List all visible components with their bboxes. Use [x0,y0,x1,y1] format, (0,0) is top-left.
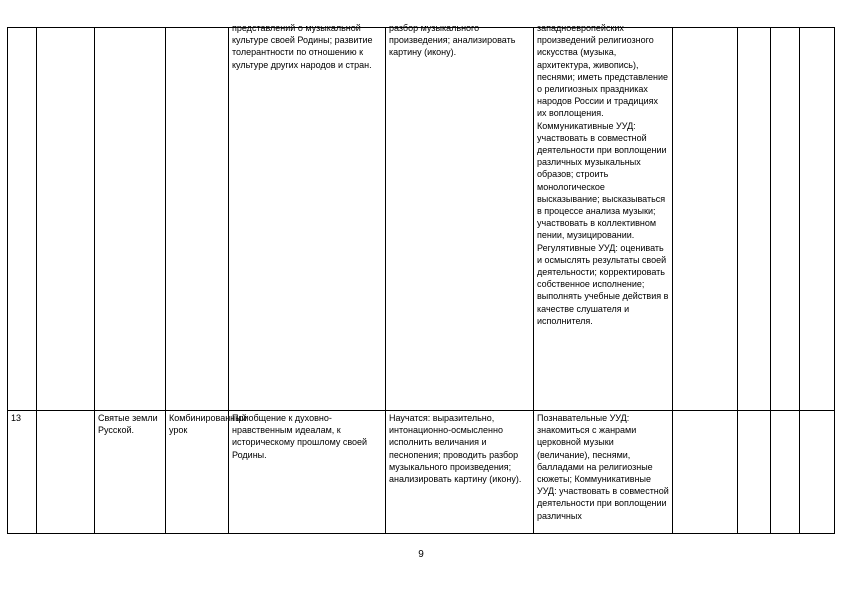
uud-text: Познавательные УУД: знакомиться с жанрами церковной музыки (величание), песнями, балладами на религиозные сюжеты; Коммуникативные УУД: участвовать в совместной деятельности при воплощении различных [537,413,669,521]
topic-cell: Святые земли Русской. [95,411,166,534]
empty-cell [771,28,800,411]
topic-cell [95,28,166,411]
empty-cell [800,411,835,534]
subject-results-cell: Научатся: выразительно, интонационно-осмысленно исполнить величания и песнопения; проводить разбор музыкального произведения; анализировать картину (икону). [386,411,534,534]
subject-results-text: разбор музыкального произведения; анализировать картину (икону). [389,23,516,58]
subject-results-cell [386,23,534,411]
empty-cell [771,411,800,534]
empty-cell [673,28,738,411]
lesson-type-cell [166,28,229,411]
lesson-type-cell: Комбинированный урок [166,411,229,534]
table-row [8,411,835,534]
personal-results-cell: Приобщение к духовно-нравственным идеалам, к историческому прошлому своей Родины. [229,411,386,534]
empty-cell [37,28,95,411]
page-number: 9 [418,549,424,560]
uud-text: западноевропейских произведений религиозного искусства (музыка, архитектура, живопись), песнями; иметь представление о религиозных праздниках народов России и традициях их воплощения. Коммуникативные УУД: участвовать в совместной деятельности при воплощении различных музыкальных образов; строить монологическое высказывание; высказываться в процессе анализа музыки; участвовать в коллективном пении, музицировании. Регулятивные УУД: оценивать и осмыслять результаты своей деятельности; корректировать собственное исполнение; выполнять учебные действия в качестве слушателя и исполнителя. [537,23,669,326]
empty-cell [738,28,771,411]
personal-results-cell [229,23,386,411]
lesson-number-cell: 13 [8,411,37,534]
personal-results-text: представлений о музыкальной культуре своей Родины; развитие толерантности по отношению к культуре других народов и стран. [232,23,373,70]
empty-cell [738,411,771,534]
empty-cell [673,411,738,534]
uud-cell [534,411,673,534]
empty-cell [800,28,835,411]
lesson-number-cell [8,28,37,411]
lesson-plan-table [7,23,835,534]
uud-cell [534,23,673,411]
empty-cell [37,411,95,534]
table-row [8,28,835,411]
